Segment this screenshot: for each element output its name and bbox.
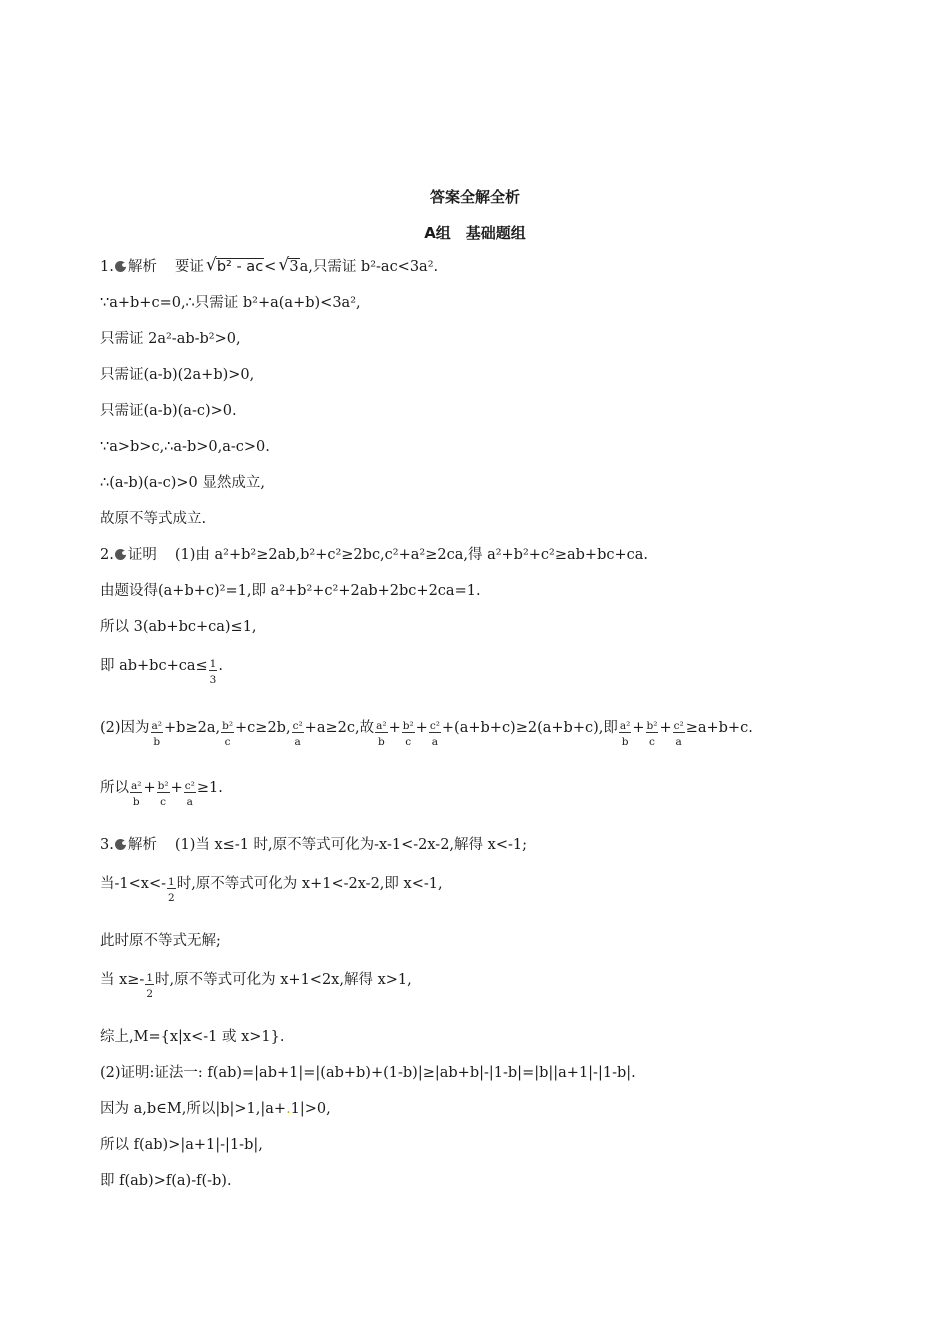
q1-tag: 解析 (127, 259, 157, 275)
denominator: c (224, 736, 231, 748)
denominator: b (132, 796, 140, 808)
fraction (402, 720, 415, 748)
q3-line-9: 即 f(ab)>f(a)-f(-b). (100, 1173, 232, 1189)
text: + (659, 720, 672, 736)
text: +a≥2c,故 (304, 720, 375, 736)
q1-line-6: ∵a>b>c,∴a-b>0,a-c>0. (100, 439, 270, 455)
section-heading: A组 基础题组 (424, 224, 526, 242)
q1-line-1 (100, 257, 438, 277)
fraction (673, 720, 685, 748)
sqrt-expression: √ b² - ac (205, 255, 264, 275)
numerator: b² (402, 720, 414, 732)
q3-line-4 (100, 970, 412, 1000)
fraction (151, 720, 163, 748)
text: ≥1. (196, 780, 223, 796)
q2-text: (1)由 a²+b²≥2ab,b²+c²≥2bc,c²+a²≥2ca,得 a²+b²+c²≥ab+bc+ca. (174, 547, 649, 563)
fraction (646, 720, 659, 748)
numerator: b² (646, 720, 658, 732)
less-than: < (264, 259, 277, 275)
q3-line-8: 所以 f(ab)>|a+1|-|1-b|, (100, 1137, 263, 1153)
q3-line-1 (100, 835, 527, 855)
denominator: a (675, 736, 682, 748)
numerator: 1 (168, 876, 175, 888)
q1-text: a,只需证 b²-ac<3a². (299, 259, 439, 275)
q1-line-7: ∴(a-b)(a-c)>0 显然成立, (100, 475, 265, 491)
denominator: b (377, 736, 385, 748)
denominator: 2 (146, 988, 154, 1000)
denominator: b (621, 736, 629, 748)
fraction (167, 876, 176, 904)
text: 因为 a,b∈M,所以|b|>1,|a+ (100, 1101, 287, 1117)
q3-line-2 (100, 874, 443, 904)
text: +b≥2a, (164, 720, 221, 736)
numerator: 1 (146, 972, 154, 984)
q1-number: 1. (100, 259, 114, 275)
sqrt-expression: √ 3 (278, 255, 299, 275)
fraction (619, 720, 631, 748)
q2-line-4 (100, 656, 223, 686)
fraction (209, 658, 218, 686)
q3-line-7 (100, 1099, 331, 1119)
q2-text: 即 ab+bc+ca≤ (100, 658, 208, 674)
q3-text: (1)当 x≤-1 时,原不等式可化为-x-1<-2x-2,解得 x<-1; (174, 837, 527, 853)
text: + (143, 780, 156, 796)
stray-dot: . (286, 1101, 291, 1117)
q2-number: 2. (100, 547, 114, 563)
text: +c≥2b, (235, 720, 291, 736)
denominator: a (294, 736, 301, 748)
q1-line-4: 只需证(a-b)(2a+b)>0, (100, 367, 255, 383)
numerator: a² (376, 720, 387, 732)
q2-tag: 证明 (127, 547, 157, 563)
numerator: a² (131, 780, 142, 792)
text: + (388, 720, 401, 736)
text: ≥a+b+c. (685, 720, 753, 736)
page-title: 答案全解全析 (429, 188, 520, 206)
denominator: c (405, 736, 412, 748)
text: 时,原不等式可化为 x+1<2x,解得 x>1, (155, 972, 412, 988)
numerator: 1 (209, 658, 217, 670)
denominator: 2 (168, 892, 175, 904)
denominator: a (186, 796, 193, 808)
text: 时,原不等式可化为 x+1<-2x-2,即 x<-1, (176, 876, 443, 892)
q2-line-3: 所以 3(ab+bc+ca)≤1, (100, 619, 257, 635)
q2-line-2: 由题设得(a+b+c)²=1,即 a²+b²+c²+2ab+2bc+2ca=1. (100, 583, 481, 599)
numerator: b² (222, 720, 234, 732)
text: 当 x≥- (100, 972, 145, 988)
fraction (375, 720, 387, 748)
q3-tag: 解析 (127, 837, 157, 853)
fraction (221, 720, 234, 748)
q2-line-6 (100, 778, 223, 808)
text: 所以 (100, 780, 129, 796)
denominator: b (153, 736, 161, 748)
fraction (130, 780, 142, 808)
denominator: 3 (209, 674, 217, 686)
numerator: c² (673, 720, 684, 732)
radicand: 3 (289, 259, 299, 275)
fraction (145, 972, 154, 1000)
q3-line-6: (2)证明:证法一: f(ab)=|ab+1|=|(ab+b)+(1-b)|≥|ab+b|-|1-b|=|b||a+1|-|1-b|. (100, 1065, 636, 1081)
numerator: a² (619, 720, 631, 732)
fraction (292, 720, 304, 748)
proof-icon (115, 549, 126, 560)
fraction (429, 720, 441, 748)
q2-line-1 (100, 545, 648, 565)
text: 1|>0, (290, 1101, 331, 1117)
numerator: b² (157, 780, 169, 792)
denominator: c (160, 796, 167, 808)
numerator: c² (429, 720, 440, 732)
q2-line-5 (100, 718, 753, 748)
text: + (170, 780, 183, 796)
numerator: c² (184, 780, 195, 792)
denominator: c (649, 736, 655, 748)
analysis-icon (115, 839, 126, 850)
numerator: a² (151, 720, 163, 732)
q3-line-5: 综上,M={x|x<-1 或 x>1}. (100, 1029, 285, 1045)
denominator: a (431, 736, 438, 748)
q2-text: . (218, 658, 223, 674)
radicand: b² - ac (216, 259, 264, 275)
numerator: c² (292, 720, 303, 732)
q1-text: 要证 (174, 259, 204, 275)
q1-line-3: 只需证 2a²-ab-b²>0, (100, 331, 241, 347)
fraction (184, 780, 196, 808)
q1-line-2: ∵a+b+c=0,∴只需证 b²+a(a+b)<3a², (100, 295, 361, 311)
text: + (415, 720, 428, 736)
q3-line-3: 此时原不等式无解; (100, 933, 221, 949)
text: 当-1<x<- (100, 876, 167, 892)
text: (2)因为 (100, 720, 150, 736)
q1-line-8: 故原不等式成立. (100, 511, 207, 527)
text: + (632, 720, 645, 736)
text: +(a+b+c)≥2(a+b+c),即 (441, 720, 618, 736)
analysis-icon (115, 261, 126, 272)
q3-number: 3. (100, 837, 114, 853)
fraction (157, 780, 170, 808)
q1-line-5: 只需证(a-b)(a-c)>0. (100, 403, 237, 419)
